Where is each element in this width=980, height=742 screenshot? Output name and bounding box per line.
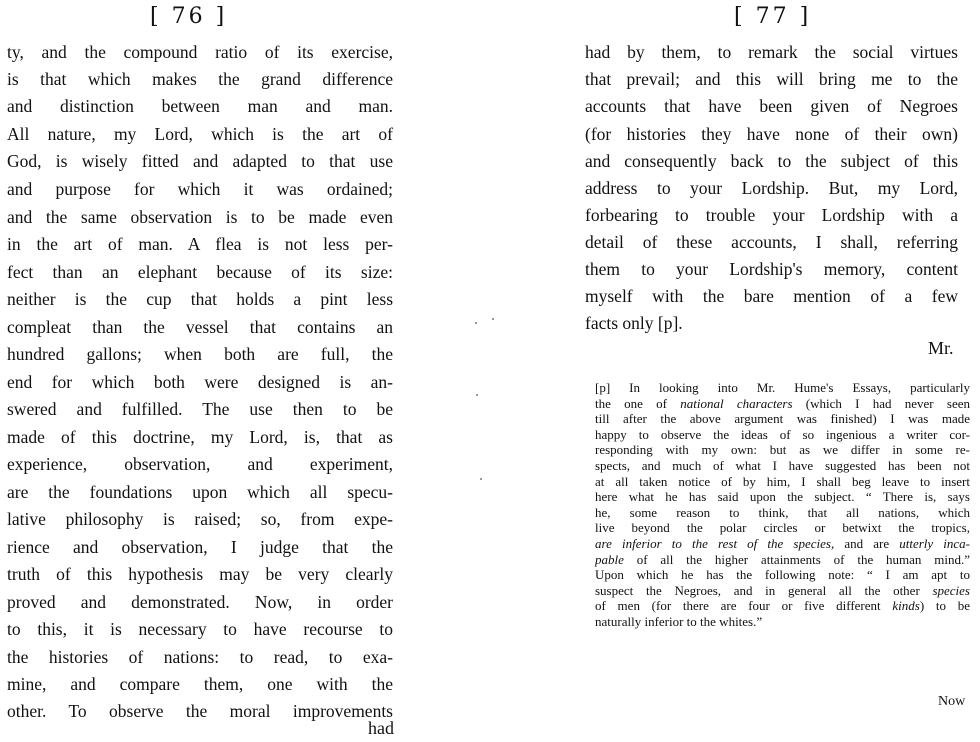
footnote-italic: pable xyxy=(595,551,624,567)
footnote-line: till after the above argument was finished) I was made xyxy=(595,411,970,427)
scan-speck xyxy=(480,478,482,480)
footnote-text: of all the higher attainments of the human mind.” xyxy=(623,551,970,567)
text-line: neither is the cup that holds a pint less xyxy=(7,289,393,309)
text-line: other. To observe the moral improvements xyxy=(7,701,393,721)
text-line: compleat than the vessel that contains an xyxy=(7,317,393,337)
footnote-line: [p] In looking into Mr. Hume's Essays, particularly xyxy=(595,380,970,395)
text-line: mine, and compare them, one with the xyxy=(7,674,393,694)
page-number: [ 77 ] xyxy=(734,4,812,29)
scan-speck xyxy=(475,322,477,324)
text-line: in the art of man. A flea is not less per- xyxy=(7,234,393,254)
footnote-line xyxy=(595,583,970,599)
catchword: had xyxy=(368,718,394,738)
text-line: to this, it is necessary to have recourse to xyxy=(7,619,393,639)
text-line: and distinction between man and man. xyxy=(7,96,393,116)
footnote-text: of men (for there are four or five different xyxy=(595,598,893,614)
footnote-line: naturally inferior to the whites.” xyxy=(595,613,763,629)
footnote-line: live beyond the polar circles or betwixt the tropics, xyxy=(595,520,970,536)
footnote-text: the one of xyxy=(595,395,681,411)
text-line: them to your Lordship's memory, content xyxy=(585,259,958,279)
text-line: proved and demonstrated. Now, in order xyxy=(7,592,393,612)
text-line: and purpose for which it was ordained; xyxy=(7,179,393,199)
scan-speck xyxy=(492,318,494,320)
footnote-italic: species xyxy=(932,582,970,598)
footnote-line xyxy=(595,552,970,568)
footnote-line xyxy=(595,536,970,552)
text-line: fect than an elephant because of its size: xyxy=(7,262,393,282)
footnote-line: he, some reason to think, that all nations, which xyxy=(595,504,970,520)
text-line: is that which makes the grand difference xyxy=(7,69,393,89)
text-line: forbearing to trouble your Lordship with a xyxy=(585,205,958,225)
text-line: myself with the bare mention of a few xyxy=(585,286,958,306)
text-line: God, is wisely fitted and adapted to that use xyxy=(7,151,393,171)
text-line: (for histories they have none of their own) xyxy=(585,124,958,144)
text-line: and consequently back to the subject of this xyxy=(585,151,958,171)
footnote-line: happy to observe the ideas of so ingenious a writer cor- xyxy=(595,426,970,442)
text-line: that prevail; and this will bring me to the xyxy=(585,69,958,89)
text-line: end for which both were designed is an- xyxy=(7,372,393,392)
text-line: detail of these accounts, I shall, referring xyxy=(585,232,958,252)
footnote-text: suspect the Negroes, and in general all the other xyxy=(595,582,933,598)
footnote-text: (which I had never seen xyxy=(792,395,971,411)
text-line: swered and fulfilled. The use then to be xyxy=(7,399,393,419)
running-word: Mr. xyxy=(928,338,954,358)
footnote-line xyxy=(595,396,970,412)
text-line: lative philosophy is raised; so, from expe- xyxy=(7,509,393,529)
scan-speck xyxy=(476,394,478,396)
footnote-line: responding with my own: but as we differ in some re- xyxy=(595,442,970,458)
text-line: experience, observation, and experiment, xyxy=(7,454,393,474)
text-line: the histories of nations: to read, to exa- xyxy=(7,647,393,667)
text-line: rience and observation, I judge that the xyxy=(7,537,393,557)
text-line: made of this doctrine, my Lord, is, that as xyxy=(7,427,393,447)
footnote-italic: kinds xyxy=(892,598,920,614)
text-line: hundred gallons; when both are full, the xyxy=(7,344,393,364)
footnote xyxy=(595,380,970,630)
footnote-line: Upon which he has the following note: “ I am apt to xyxy=(595,567,970,583)
footnote-line: here what he has said upon the subject. “ There is, says xyxy=(595,489,970,505)
page-number: [ 76 ] xyxy=(150,4,228,29)
footnote-italic: national characters xyxy=(680,395,793,411)
text-line: truth of this hypothesis may be very clearly xyxy=(7,564,393,584)
footnote-italic: are inferior to the rest of the species, xyxy=(595,535,835,551)
text-line: are the foundations upon which all specu- xyxy=(7,482,393,502)
text-line: accounts that have been given of Negroes xyxy=(585,96,958,116)
text-line: All nature, my Lord, which is the art of xyxy=(7,124,393,144)
text-line: and the same observation is to be made even xyxy=(7,207,393,227)
text-line: had by them, to remark the social virtues xyxy=(585,42,958,62)
footnote-text: and are xyxy=(834,535,900,551)
footnote-italic: utterly inca- xyxy=(899,535,971,551)
text-line: address to your Lordship. But, my Lord, xyxy=(585,178,958,198)
catchword: Now xyxy=(938,694,966,709)
footnote-text: ) to be xyxy=(919,598,970,614)
text-line: facts only [p]. xyxy=(585,313,683,333)
footnote-line xyxy=(595,598,970,614)
footnote-line: at all taken notice of by him, I shall beg leave to insert xyxy=(595,473,970,489)
footnote-line: spects, and much of what I have suggested has been not xyxy=(595,457,970,473)
text-line: ty, and the compound ratio of its exercise, xyxy=(7,42,393,62)
